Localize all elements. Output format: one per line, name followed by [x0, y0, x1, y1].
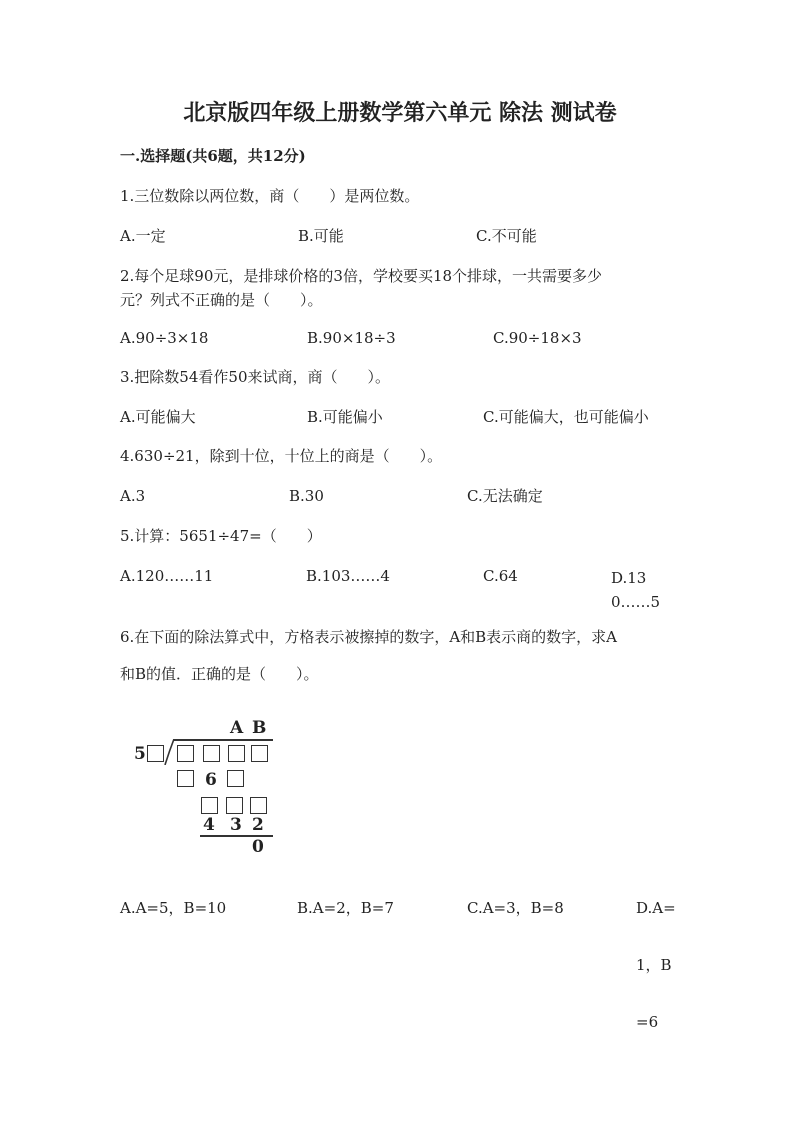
question-3-option-a: A.可能偏大 — [120, 408, 196, 426]
question-3-option-c: C.可能偏大，也可能偏小 — [483, 408, 649, 426]
erased-digit-box — [250, 797, 267, 814]
subtrahend-digit: 2 — [252, 815, 264, 835]
partial-product-digit: 6 — [205, 770, 217, 790]
question-6-option-b: B.A=2，B=7 — [297, 899, 394, 917]
question-1-option-c: C.不可能 — [476, 227, 537, 245]
page-title: 北京版四年级上册数学第六单元 除法 测试卷 — [183, 100, 617, 126]
question-5-option-b: B.103……4 — [306, 567, 390, 585]
erased-digit-box — [201, 797, 218, 814]
question-4-stem: 4.630÷21，除到十位，十位上的商是（ ）。 — [120, 447, 443, 465]
divisor-digit: 5 — [134, 744, 146, 764]
erased-digit-box — [177, 745, 194, 762]
question-6-option-d: D.A=1，B=6 — [636, 899, 676, 1031]
question-2-option-b: B.90×18÷3 — [307, 329, 396, 347]
erased-digit-box — [251, 745, 268, 762]
remainder-digit: 0 — [252, 837, 264, 857]
question-4-option-c: C.无法确定 — [467, 487, 543, 505]
question-5-option-c: C.64 — [483, 567, 518, 585]
question-4-option-b: B.30 — [289, 487, 324, 505]
question-2-stem-line2: 元？列式不正确的是（ ）。 — [120, 291, 323, 309]
erased-digit-box — [228, 745, 245, 762]
erased-digit-box — [177, 770, 194, 787]
erased-digit-box — [203, 745, 220, 762]
quotient-digit-b: B — [252, 718, 267, 738]
section-heading: 一.选择题(共6题，共12分) — [120, 147, 306, 165]
question-2-option-c: C.90÷18×3 — [493, 329, 582, 347]
question-3-option-b: B.可能偏小 — [307, 408, 383, 426]
erased-digit-box — [227, 770, 244, 787]
question-2-stem-line1: 2.每个足球90元，是排球价格的3倍，学校要买18个排球，一共需要多少 — [120, 267, 603, 285]
question-1-option-b: B.可能 — [298, 227, 344, 245]
question-6-stem-line1: 6.在下面的除法算式中，方格表示被擦掉的数字，A和B表示商的数字，求A — [120, 628, 618, 646]
question-6-option-c: C.A=3，B=8 — [467, 899, 564, 917]
question-6-stem-line2: 和B的值．正确的是（ ）。 — [120, 665, 319, 683]
question-5-stem: 5.计算：5651÷47=（ ） — [120, 527, 322, 545]
question-2-option-a: A.90÷3×18 — [120, 329, 209, 347]
question-5-option-d: D.130……5 — [611, 569, 661, 611]
subtrahend-digit: 3 — [230, 815, 242, 835]
division-bracket — [164, 739, 176, 765]
question-6-option-a: A.A=5，B=10 — [120, 899, 227, 917]
question-1-stem: 1.三位数除以两位数，商（ ）是两位数。 — [120, 187, 420, 205]
erased-digit-box — [147, 745, 164, 762]
subtrahend-digit: 4 — [203, 815, 215, 835]
quotient-digit-a: A — [230, 718, 244, 738]
question-5-option-a: A.120……11 — [120, 567, 214, 585]
question-3-stem: 3.把除数54看作50来试商，商（ ）。 — [120, 368, 390, 386]
division-bar — [174, 739, 273, 741]
question-1-option-a: A.一定 — [120, 227, 166, 245]
erased-digit-box — [226, 797, 243, 814]
question-4-option-a: A.3 — [120, 487, 146, 505]
